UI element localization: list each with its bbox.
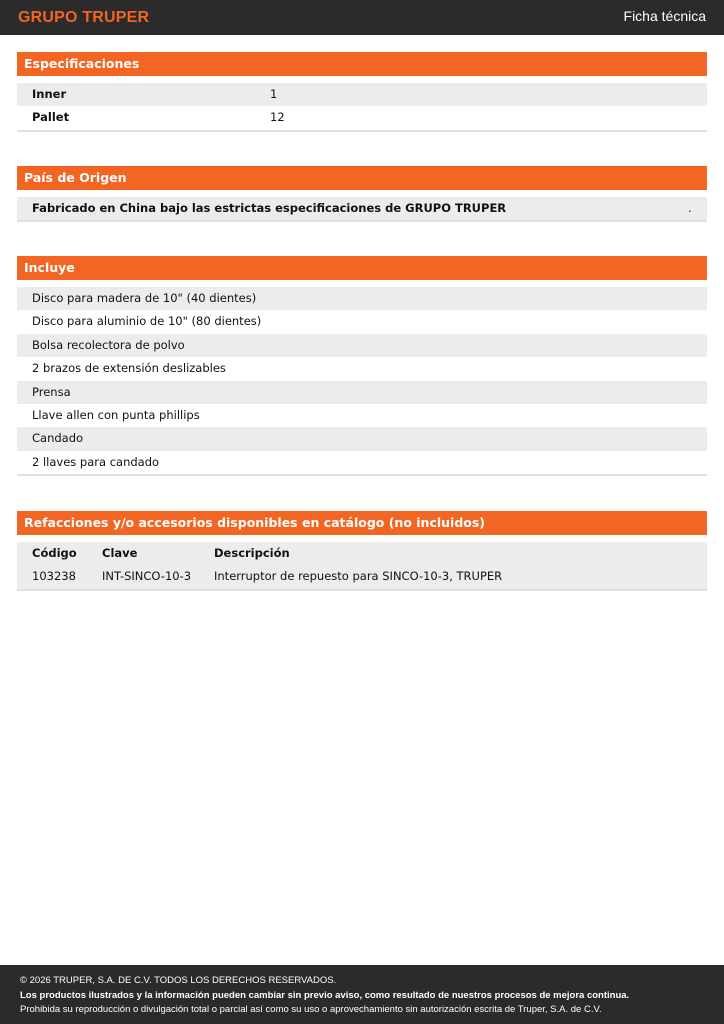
column-header-codigo: Código xyxy=(32,546,77,560)
table-row xyxy=(17,565,707,588)
included-item: Bolsa recolectora de polvo xyxy=(32,337,185,352)
spec-value: 1 xyxy=(270,87,278,101)
part-code: 103238 xyxy=(32,569,76,584)
spec-value: 12 xyxy=(270,110,285,125)
list-item xyxy=(17,357,707,380)
top-bar xyxy=(0,0,724,35)
origin-suffix: . xyxy=(688,201,692,215)
refacciones-section xyxy=(17,511,707,591)
included-item: Llave allen con punta phillips xyxy=(32,407,200,422)
reproduction-notice: Prohibida su reproducción o divulgación total o parcial así como su uso o aprovechamiento sin autorización escrita de Truper, S.A. de C.V. xyxy=(20,1004,602,1015)
section-title: Incluye xyxy=(17,256,707,280)
especificaciones-table xyxy=(17,83,707,132)
part-description: Interruptor de repuesto para SINCO-10-3, TRUPER xyxy=(214,569,503,584)
list-item xyxy=(17,404,707,427)
list-item xyxy=(17,451,707,474)
included-item: Disco para madera de 10" (40 dientes) xyxy=(32,291,257,305)
refacciones-table xyxy=(17,542,707,591)
spec-label: Inner xyxy=(32,87,67,101)
copyright-text: © 2026 TRUPER, S.A. DE C.V. TODOS LOS DERECHOS RESERVADOS. xyxy=(20,975,337,986)
included-item: Prensa xyxy=(32,384,71,399)
table-header-row xyxy=(17,542,707,565)
section-title: País de Origen xyxy=(17,166,707,190)
part-key: INT-SINCO-10-3 xyxy=(102,569,192,584)
table-row xyxy=(17,106,707,129)
incluye-section xyxy=(17,256,707,476)
column-header-clave: Clave xyxy=(102,546,138,560)
included-item: Candado xyxy=(32,431,84,446)
spec-label: Pallet xyxy=(32,110,70,125)
footer xyxy=(0,965,724,1024)
table-row xyxy=(17,197,707,220)
document-title: Ficha técnica xyxy=(623,8,706,24)
included-item: Disco para aluminio de 10" (80 dientes) xyxy=(32,314,262,329)
list-item xyxy=(17,381,707,404)
especificaciones-section xyxy=(17,52,707,132)
origen-section xyxy=(17,166,707,222)
column-header-descripcion: Descripción xyxy=(214,546,290,560)
origen-table xyxy=(17,197,707,222)
incluye-list xyxy=(17,287,707,476)
disclaimer-text: Los productos ilustrados y la información pueden cambiar sin previo aviso, como resultado de nuestros procesos de mejora continua. xyxy=(20,990,630,1001)
table-row xyxy=(17,83,707,106)
brand-logo: GRUPO TRUPER xyxy=(18,9,150,26)
section-title: Especificaciones xyxy=(17,52,707,76)
list-item xyxy=(17,310,707,333)
origin-text: Fabricado en China bajo las estrictas especificaciones de GRUPO TRUPER xyxy=(32,201,507,215)
list-item xyxy=(17,427,707,450)
section-title: Refacciones y/o accesorios disponibles en catálogo (no incluidos) xyxy=(17,511,707,535)
included-item: 2 brazos de extensión deslizables xyxy=(32,361,226,376)
list-item xyxy=(17,287,707,310)
included-item: 2 llaves para candado xyxy=(32,454,160,469)
list-item xyxy=(17,334,707,357)
